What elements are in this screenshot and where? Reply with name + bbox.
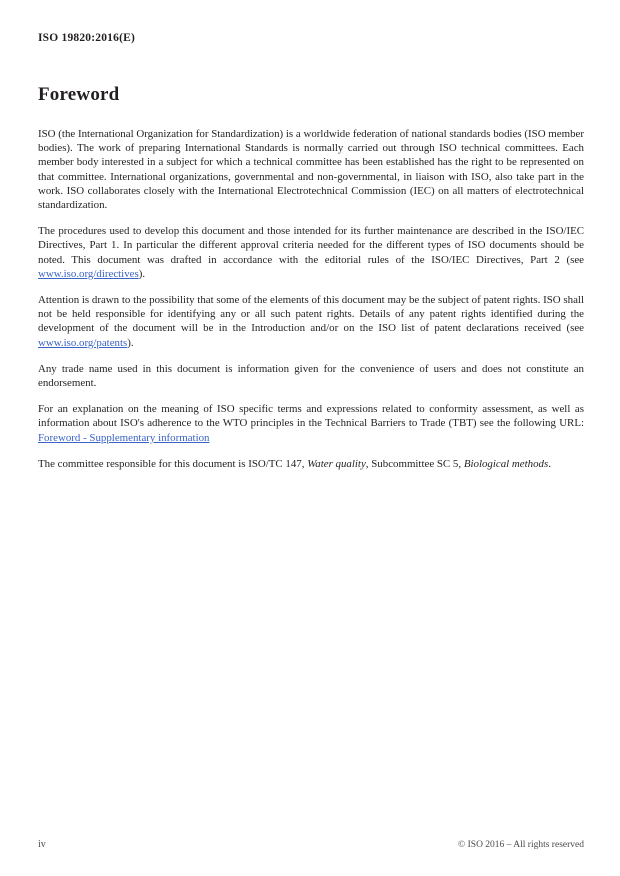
body-text: ). (127, 336, 134, 349)
foreword-supplementary-information-link[interactable]: Foreword - Supplementary information (38, 431, 210, 444)
body-text: Any trade name used in this document is information given for the convenience of users and does not constitute an endorsement. (38, 362, 584, 390)
body-text: The procedures used to develop this document and those intended for its further maintenance are described in the ISO/IEC Directives, Part 1. In particular the different approval criteria needed for the different types of ISO documents should be noted. This document was drafted in accordance with the editorial rules of the ISO/IEC Directives, Part 2 (see (38, 225, 584, 266)
body-text: For an explanation on the meaning of ISO specific terms and expressions related to conformity assessment, as well as information about ISO's adherence to the WTO principles in the Technical Barriers to Trade (TBT) see the following URL: (38, 403, 584, 430)
iso-patents-link[interactable]: www.iso.org/patents (38, 336, 128, 349)
paragraph (38, 402, 584, 445)
page-number: iv (38, 839, 46, 850)
body-text: ISO (the International Organization for Standardization) is a worldwide federation of national standards bodies (ISO member bodies). The work of preparing International Standards is normally carried out through ISO technical committees. Each member body interested in a subject for which a technical committee has been established has the right to be represented on that committee. International organizations, governmental and non-governmental, in liaison with ISO, also take part in the work. ISO collaborates closely with the International Electrotechnical Commission (IEC) on all matters of electrotechnical standardization. (38, 128, 584, 212)
paragraph (38, 362, 584, 390)
body-text: ). (138, 267, 146, 280)
paragraph (38, 457, 584, 471)
italic-text: Water quality (307, 457, 366, 470)
body-text: The committee responsible for this document is ISO/TC 147, (38, 457, 308, 470)
body-text: . (548, 457, 551, 470)
paragraph (38, 293, 584, 350)
page-footer (38, 839, 584, 850)
body-text: Attention is drawn to the possibility that some of the elements of this document may be the subject of patent rights. ISO shall not be held responsible for identifying any or all such patent rights. Details of any patent rights identified during the development of the document will be in the Introduction and/or on the ISO list of patent declarations received (see (38, 294, 584, 335)
document-id-header: ISO 19820:2016(E) (38, 32, 136, 44)
italic-text: Biological methods (463, 457, 549, 470)
foreword-body (38, 127, 584, 471)
paragraph (38, 224, 584, 281)
copyright-notice: © ISO 2016 – All rights reserved (458, 840, 584, 850)
body-text: , Subcommittee SC 5, (365, 457, 464, 470)
iso-directives-link[interactable]: www.iso.org/directives (38, 267, 139, 280)
page-title: Foreword (38, 84, 120, 105)
paragraph (38, 127, 584, 212)
